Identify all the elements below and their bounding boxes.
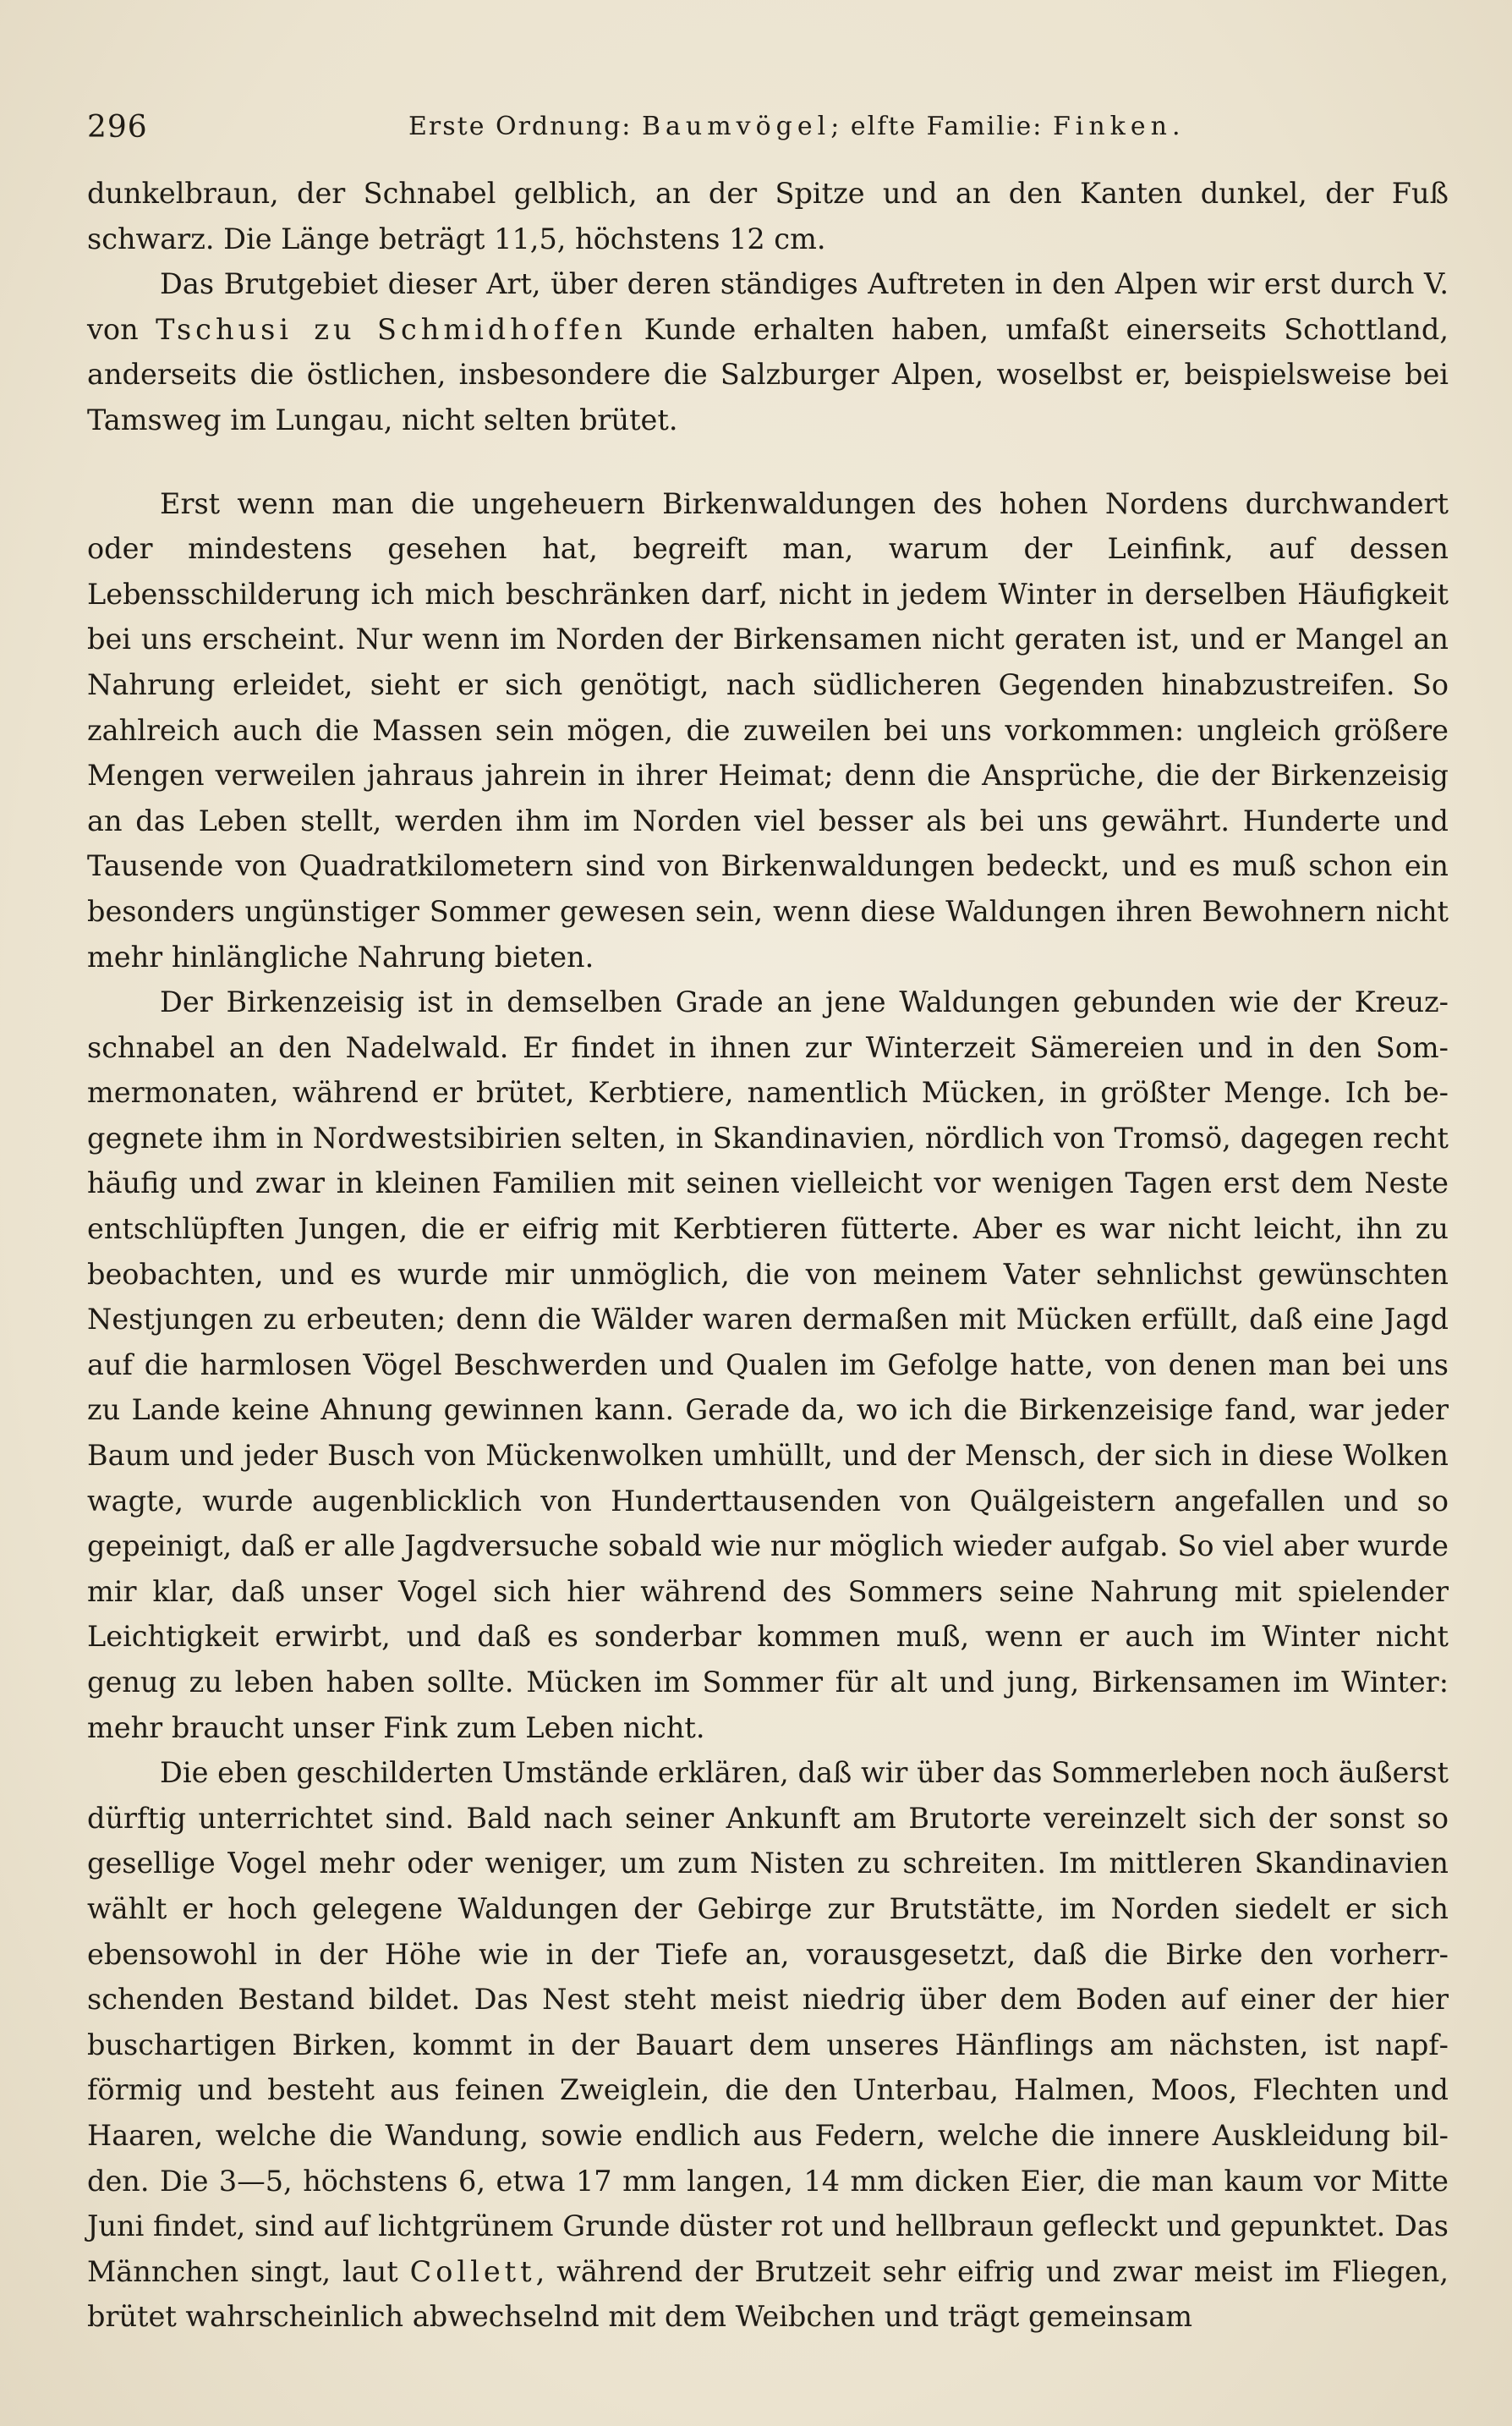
paragraph-1: dunkelbraun, der Schnabel gelblich, an der Spitze und an den Kanten dunkel, der Fuß schwarz. Die Länge beträgt 11,5, höchstens 12 cm. [87, 177, 1449, 255]
paragraph-5 [87, 1750, 1449, 2340]
paragraph-5-part-1: Die eben geschilderten Umstände erklären, daß wir über das Sommerleben noch äußerst dürftig unterrichtet sind. Bald nach seiner Ankunft am Brutorte vereinzelt sich der sonst so gesellige Vogel mehr oder weniger, um zum Nisten zu schreiten. Im mittleren Skandinavien wählt er hoch gelegene Waldungen der Gebirge zur Brutstätte, im Norden siedelt er sich ebensowohl in der Höhe wie in der Tiefe an, vorausgesetzt, daß die Birke den vorherrschenden Bestand bildet. Das Nest steht meist niedrig über dem Boden auf einer der hier buschartigen Birken, kommt in der Bauart dem unseres Hänflings am nächsten, ist napfförmig und besteht aus feinen Zweiglein, die den Unterbau, Halmen, Moos, Flechten und Haaren, welche die Wandung, sowie endlich aus Federn, welche die innere Auskleidung bilden. Die 3—5, höchstens 6, etwa 17 mm langen, 14 mm dicken Eier, die man kaum vor Mitte Juni findet, sind auf lichtgrünem Grunde düster rot und hellbraun gefleckt und gepunktet. Das Männchen singt, laut [87, 1756, 1449, 2288]
running-head-order: Baumvögel [641, 112, 831, 141]
page-header [87, 103, 1449, 154]
paragraph-5-part-2: , während der Brutzeit sehr eifrig und zwar meist im Fliegen, brütet wahrscheinlich abwechselnd mit dem Weibchen und trägt gemeinsam [87, 2254, 1449, 2334]
author-name-tschusi: Tschusi zu Schmidhoffen [156, 312, 627, 346]
paragraph-2 [87, 261, 1449, 442]
paragraph-2-part-1: Das Brutgebiet dieser Art, über deren ständiges Auftreten in den Alpen wir erst durch V. von [87, 267, 1449, 346]
page-number: 296 [87, 110, 148, 145]
running-head [408, 112, 1182, 141]
paragraph-3: Erst wenn man die ungeheuern Birkenwaldungen des hohen Nordens durchwandert oder mindestens gesehen hat, begreift man, warum der Leinfink, auf dessen Lebensschilderung ich mich beschränken darf, nicht in jedem Winter in derselben Häufigkeit bei uns erscheint. Nur wenn im Norden der Birkensamen nicht geraten ist, und er Mangel an Nahrung erleidet, sieht er sich genötigt, nach südlicheren Gegenden hinabzustreifen. So zahlreich auch die Massen sein mögen, die zuweilen bei uns vorkommen: ungleich größere Mengen verweilen jahraus jahrein in ihrer Heimat; denn die Ansprüche, die der Birkenzeisig an das Leben stellt, werden ihm im Norden viel besser als bei uns gewährt. Hunderte und Tausende von Quadratkilometern sind von Birkenwaldungen bedeckt, und es muß schon ein besonders ungünstiger Sommer gewesen sein, wenn diese Waldungen ihren Bewohnern nicht mehr hinlängliche Nahrung bieten. [87, 486, 1449, 974]
running-head-middle: ; elfte Familie: [830, 112, 1053, 141]
body-text [87, 171, 1449, 2340]
running-head-prefix: Erste Ordnung: [408, 112, 642, 141]
paragraph-4: Der Birkenzeisig ist in demselben Grade an jene Waldungen gebunden wie der Kreuzschnabel an den Nadelwald. Er findet in ihnen zur Winterzeit Sämereien und in den Sommermonaten, während er brütet, Kerbtiere, namentlich Mücken, in größter Menge. Ich begegnete ihm in Nordwestsibirien selten, in Skandinavien, nördlich von Tromsö, dagegen recht häufig und zwar in kleinen Familien mit seinen vielleicht vor wenigen Tagen erst dem Neste entschlüpften Jungen, die er eifrig mit Kerbtieren fütterte. Aber es war nicht leicht, ihn zu beobachten, und es wurde mir unmöglich, die von meinem Vater sehnlichst gewünschten Nestjungen zu erbeuten; denn die Wälder waren dermaßen mit Mücken erfüllt, daß eine Jagd auf die harmlosen Vögel Beschwerden und Qualen im Gefolge hatte, von denen man bei uns zu Lande keine Ahnung gewinnen kann. Gerade da, wo ich die Birkenzeisige fand, war jeder Baum und jeder Busch von Mückenwolken umhüllt, und der Mensch, der sich in diese Wolken wagte, wurde augenblicklich von Hunderttausenden von Quälgeistern angefallen und so gepeinigt, daß er alle Jagdversuche sobald wie nur möglich wieder aufgab. So viel aber wurde mir klar, daß unser Vogel sich hier während des Sommers seine Nahrung mit spielender Leichtigkeit erwirbt, und daß es sonderbar kommen muß, wenn er auch im Winter nicht genug zu leben haben sollte. Mücken im Sommer für alt und jung, Birkensamen im Winter: mehr braucht unser Fink zum Leben nicht. [87, 985, 1449, 1744]
running-head-suffix: . [1171, 112, 1182, 141]
author-name-collett: Collett [409, 2254, 536, 2288]
running-head-family: Finken [1052, 112, 1172, 141]
paragraph-2-part-2: Kunde erhalten haben, umfaßt einerseits Schottland, anderseits die östlichen, insbesondere die Salzburger Alpen, woselbst er, beispielsweise bei Tamsweg im Lungau, nicht selten brütet. [87, 312, 1449, 436]
